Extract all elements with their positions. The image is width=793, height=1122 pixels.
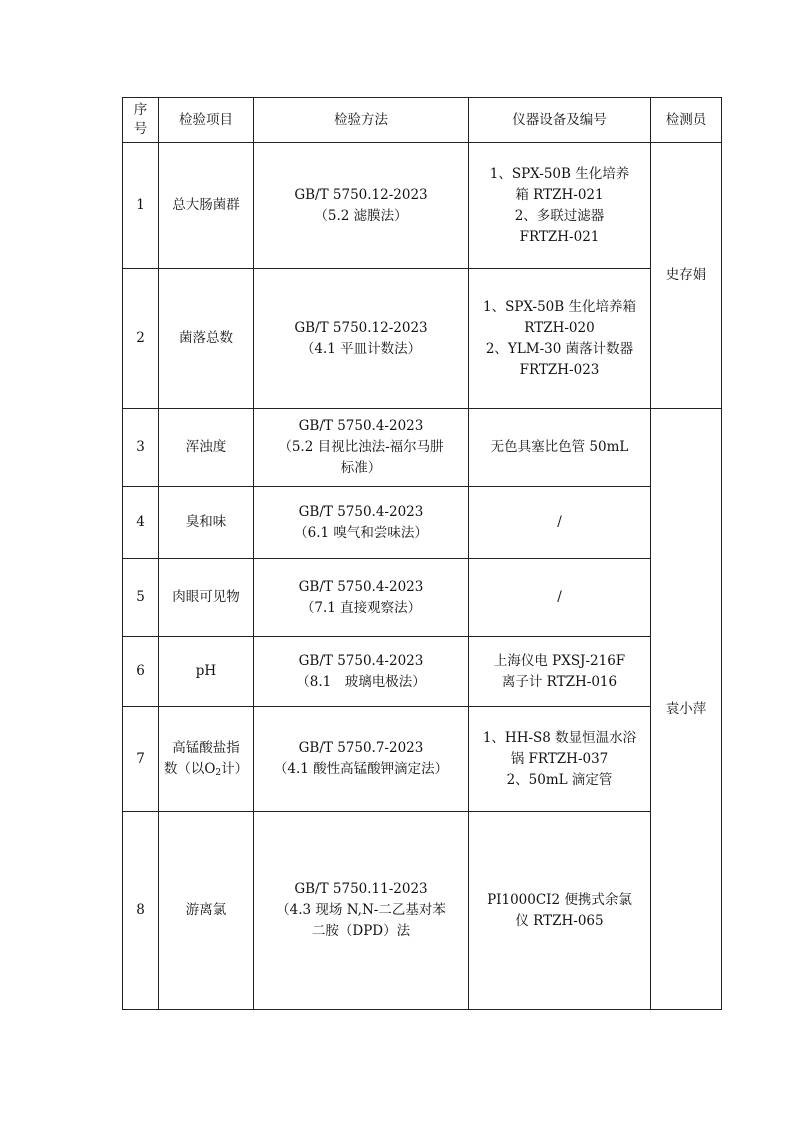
row-equipment [469,812,651,1010]
method-line: 二胺（DPD）法 [311,923,411,939]
row-method [254,707,469,812]
subscript: 2 [215,768,222,778]
row-method [254,409,469,487]
row-method [254,487,469,559]
row-seq: 1 [123,143,159,269]
method-line: （4.1 平皿计数法） [300,340,422,357]
row-seq: 5 [123,559,159,637]
equipment-line: 2、50mL 滴定管 [506,771,613,788]
method-line: （4.3 现场 N,N-二乙基对苯 [276,902,446,918]
row-equipment [469,409,651,487]
inspector-cell: 袁小萍 [651,409,722,1010]
method-line: GB/T 5750.11-2023 [294,881,428,897]
header-seq: 序号 [123,98,159,143]
equipment-line: FRTZH-021 [519,228,600,245]
method-line: GB/T 5750.12-2023 [294,319,428,336]
table-header-row [123,98,722,143]
header-item: 检验项目 [159,98,254,143]
header-method: 检验方法 [254,98,469,143]
row-item: 游离氯 [159,812,254,1010]
item-text: 数（以O [163,761,216,777]
equipment-line: 无色具塞比色管 50mL [490,439,629,455]
equipment-line: 箱 RTZH-021 [515,186,604,203]
method-line: （7.1 直接观察法） [300,599,422,616]
method-line: GB/T 5750.4-2023 [298,503,424,520]
row-item: 臭和味 [159,487,254,559]
method-line: GB/T 5750.4-2023 [298,652,424,669]
row-item: pH [159,637,254,707]
row-equipment [469,637,651,707]
item-line [163,759,249,780]
row-seq: 7 [123,707,159,812]
header-inspector: 检测员 [651,98,722,143]
row-method [254,143,469,269]
method-line: GB/T 5750.4-2023 [298,578,424,595]
equipment-line: RTZH-020 [524,319,595,336]
row-item: 浑浊度 [159,409,254,487]
equipment-line: / [557,589,562,605]
row-item [159,707,254,812]
equipment-line: / [557,514,562,530]
method-line: （5.2 滤膜法） [314,207,408,224]
table-row [123,409,722,487]
row-equipment [469,559,651,637]
row-seq: 6 [123,637,159,707]
table-row [123,143,722,269]
row-equipment [469,487,651,559]
equipment-line: 离子计 RTZH-016 [501,673,618,690]
method-line: （4.1 酸性高锰酸钾滴定法） [273,761,449,777]
item-text: 计） [221,761,249,777]
item-line: 高锰酸盐指 [172,740,240,756]
method-line: 标准） [340,460,382,476]
table-row [123,487,722,559]
equipment-line: 上海仪电 PXSJ-216F [493,652,626,669]
inspector-cell: 史存娟 [651,143,722,409]
row-method [254,269,469,409]
row-method [254,637,469,707]
row-seq: 2 [123,269,159,409]
equipment-line: 2、多联过滤器 [514,207,605,224]
table-row [123,637,722,707]
equipment-line: 1、SPX-50B 生化培养 [489,165,630,182]
row-item: 菌落总数 [159,269,254,409]
table-row [123,812,722,1010]
row-equipment [469,269,651,409]
table-row [123,269,722,409]
method-line: GB/T 5750.7-2023 [298,740,424,756]
method-line: GB/T 5750.12-2023 [294,186,428,203]
row-method [254,812,469,1010]
row-item: 肉眼可见物 [159,559,254,637]
row-item: 总大肠菌群 [159,143,254,269]
method-line: （8.1 玻璃电极法） [296,673,426,690]
method-line: （5.2 目视比浊法-福尔马肼 [278,439,444,455]
method-line: （6.1 嗅气和尝味法） [294,524,428,541]
equipment-line: 2、YLM-30 菌落计数器 [485,340,634,357]
method-line: GB/T 5750.4-2023 [298,418,424,434]
row-seq: 4 [123,487,159,559]
table-row [123,707,722,812]
row-method [254,559,469,637]
header-equipment: 仪器设备及编号 [469,98,651,143]
table-row [123,559,722,637]
equipment-line: 仪 RTZH-065 [515,912,604,929]
row-seq: 3 [123,409,159,487]
equipment-line: 1、HH-S8 数显恒温水浴 [482,729,637,746]
equipment-line: FRTZH-023 [519,361,600,378]
equipment-line: 1、SPX-50B 生化培养箱 [482,298,636,315]
row-equipment [469,143,651,269]
equipment-line: PI1000CI2 便携式余氯 [487,891,632,908]
inspection-table [122,97,722,1010]
row-seq: 8 [123,812,159,1010]
equipment-line: 锅 FRTZH-037 [510,750,609,767]
row-equipment [469,707,651,812]
